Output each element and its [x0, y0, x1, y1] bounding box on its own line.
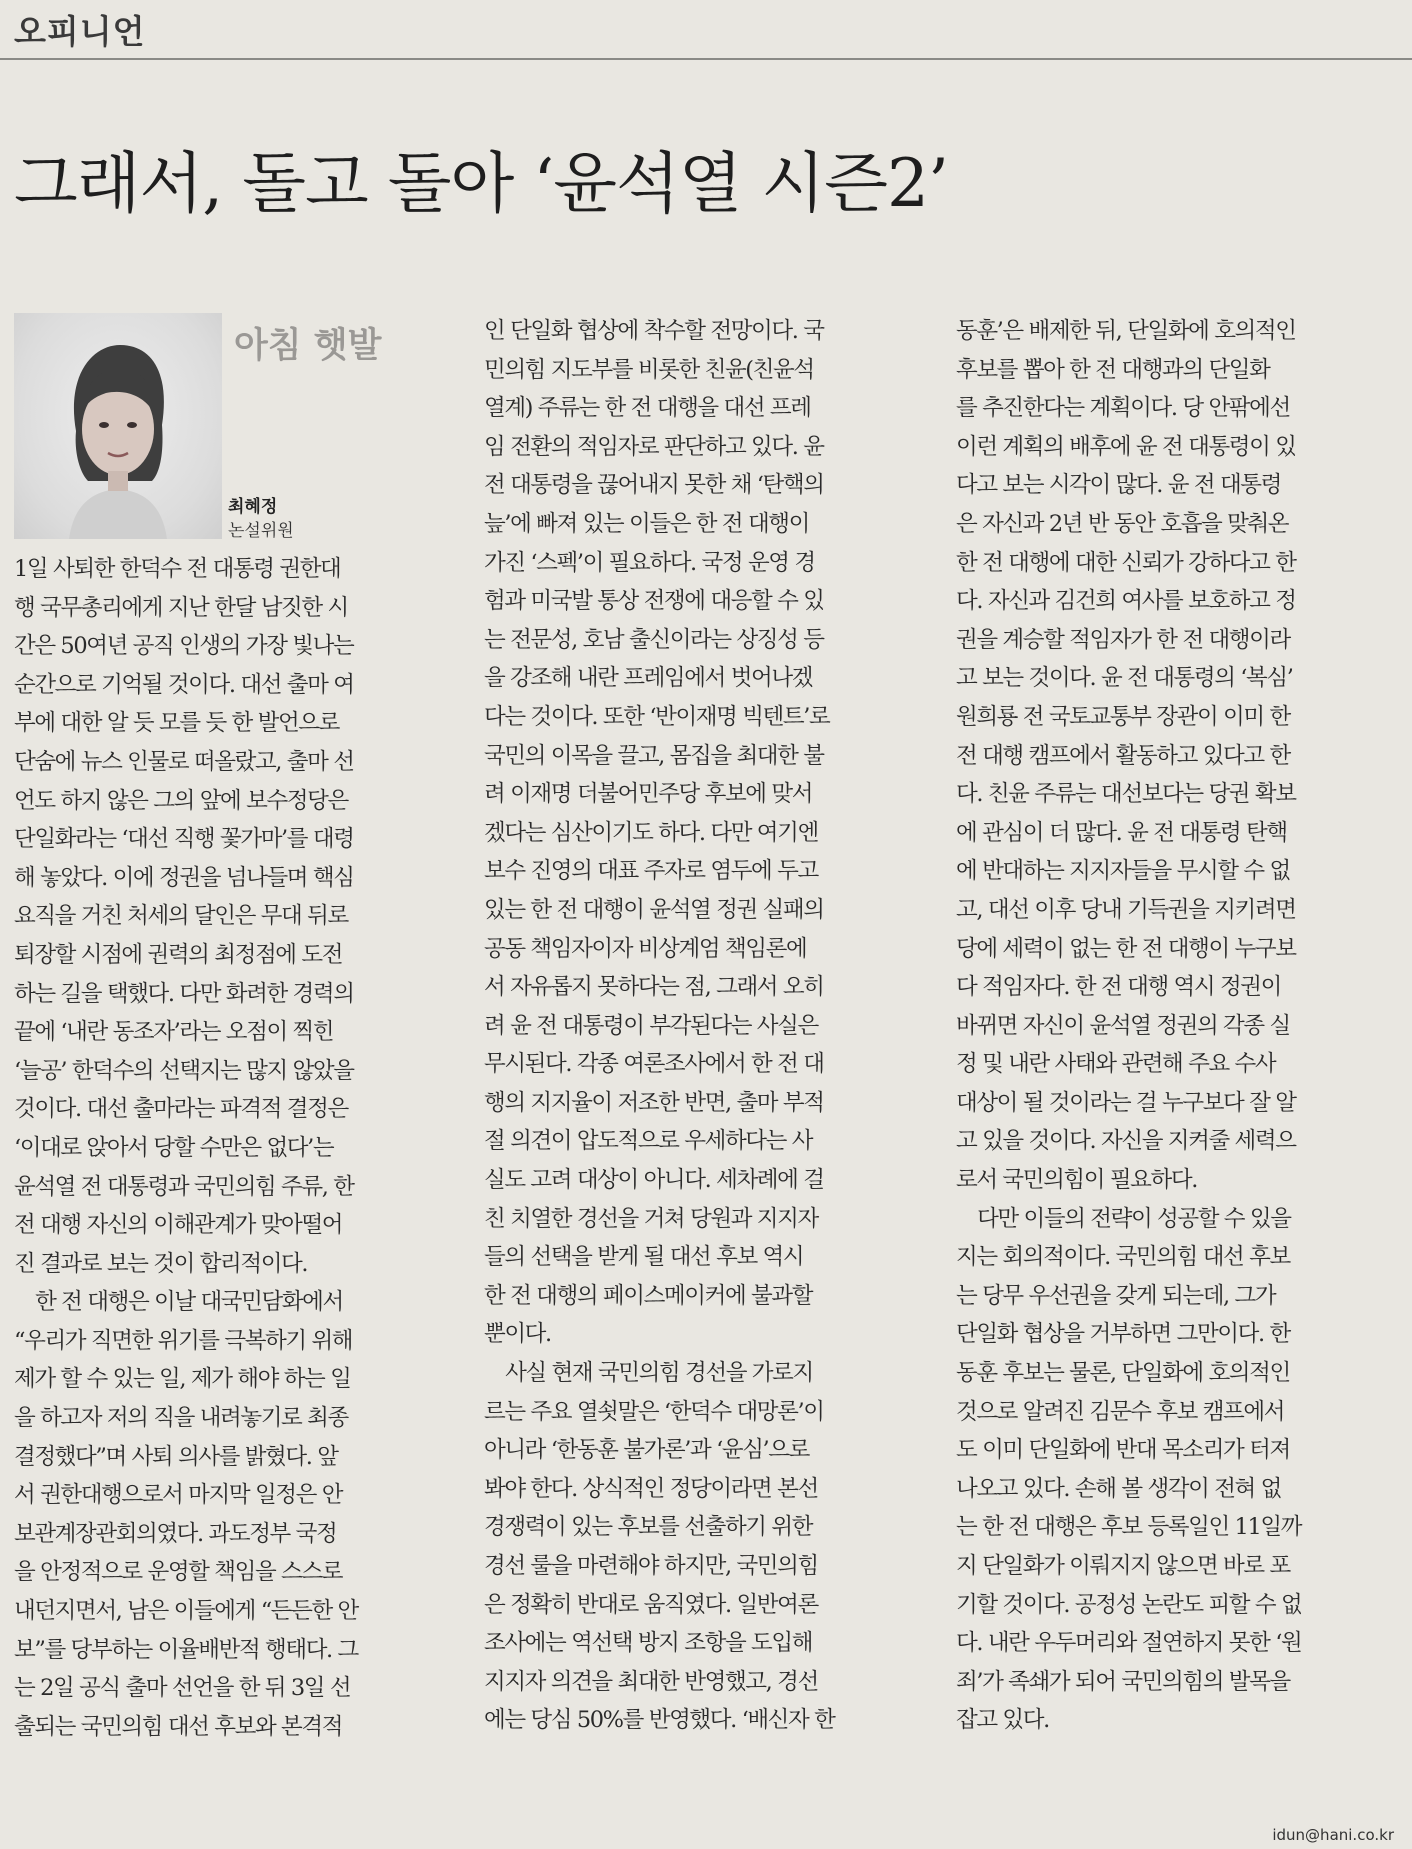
- author-photo: [14, 313, 222, 539]
- text-line: 한 전 대행은 이날 대국민담화에서: [14, 1289, 343, 1316]
- text-line: 민의힘 지도부를 비롯한 친윤(친윤석: [484, 356, 814, 383]
- text-line: 는 2일 공식 출마 선언을 한 뒤 3일 선: [14, 1675, 351, 1702]
- text-line: 험과 미국발 통상 전쟁에 대응할 수 있: [484, 588, 824, 615]
- text-line: 다. 내란 우두머리와 절연하지 못한 ‘원: [956, 1630, 1302, 1657]
- text-line: 하는 길을 택했다. 다만 화려한 경력의: [14, 980, 354, 1007]
- text-line: 은 자신과 2년 반 동안 호흡을 맞춰온: [956, 510, 1289, 537]
- text-line: 퇴장할 시점에 권력의 최정점에 도전: [14, 941, 343, 968]
- text-line: 아니라 ‘한동훈 불가론’과 ‘윤심’으로: [484, 1437, 809, 1464]
- text-line: 전 대행 캠프에서 활동하고 있다고 한: [956, 742, 1290, 769]
- text-line: 행의 지지율이 저조한 반면, 출마 부적: [484, 1089, 824, 1116]
- author-title: 논설위원: [228, 521, 294, 541]
- text-line: 부에 대한 알 듯 모를 듯 한 발언으로: [14, 710, 339, 737]
- text-line: 해 놓았다. 이에 정권을 넘나들며 핵심: [14, 864, 354, 891]
- text-line: 간은 50여년 공직 인생의 가장 빛나는: [14, 633, 354, 660]
- text-line: 로서 국민의힘이 필요하다.: [956, 1167, 1197, 1194]
- text-line: 기할 것이다. 공정성 논란도 피할 수 없: [956, 1591, 1302, 1618]
- text-line: 지는 회의적이다. 국민의힘 대선 후보: [956, 1244, 1290, 1271]
- text-line: 려 이재명 더불어민주당 후보에 맞서: [484, 781, 813, 808]
- text-line: 조사에는 역선택 방지 조항을 도입해: [484, 1630, 813, 1657]
- text-line: 순간으로 기억될 것이다. 대선 출마 여: [14, 671, 354, 698]
- text-line: 겠다는 심산이기도 하다. 다만 여기엔: [484, 819, 818, 846]
- text-line: 을 안정적으로 운영할 책임을 스스로: [14, 1559, 343, 1586]
- text-line: 전 대행 자신의 이해관계가 맞아떨어: [14, 1212, 343, 1239]
- text-line: 다고 보는 시각이 많다. 윤 전 대통령: [956, 472, 1281, 499]
- text-line: 열계) 주류는 한 전 대행을 대선 프레: [484, 395, 811, 422]
- text-line: 는 전문성, 호남 출신이라는 상징성 등: [484, 626, 824, 653]
- text-line: 들의 선택을 받게 될 대선 후보 역시: [484, 1244, 804, 1271]
- text-line: 절 의견이 압도적으로 우세하다는 사: [484, 1128, 813, 1155]
- text-line: 후보를 뽑아 한 전 대행과의 단일화: [956, 356, 1270, 383]
- text-line: 동훈’은 배제한 뒤, 단일화에 호의적인: [956, 318, 1296, 344]
- text-line: 서 자유롭지 못하다는 점, 그래서 오히: [484, 974, 824, 1001]
- text-line: 경선 룰을 마련해야 하지만, 국민의힘: [484, 1553, 818, 1579]
- text-line: 한 전 대행에 대한 신뢰가 강하다고 한: [956, 549, 1296, 576]
- text-line: 정 및 내란 사태와 관련해 주요 수사: [956, 1051, 1276, 1078]
- text-line: 언도 하지 않은 그의 앞에 보수정당은: [14, 787, 348, 814]
- text-line: 윤석열 전 대통령과 국민의힘 주류, 한: [14, 1173, 354, 1200]
- headline: 그래서, 돌고 돌아 ‘윤석열 시즌2’: [14, 145, 948, 222]
- text-line: 끝에 ‘내란 동조자’라는 오점이 찍힌: [14, 1019, 334, 1046]
- text-line: 뿐이다.: [484, 1321, 551, 1348]
- text-line: 잡고 있다.: [956, 1707, 1049, 1734]
- text-line: ‘늘공’ 한덕수의 선택지는 많지 않았을: [14, 1057, 354, 1084]
- text-line: 다만 이들의 전략이 성공할 수 있을: [956, 1205, 1291, 1232]
- text-line: ‘이대로 앉아서 당할 수만은 없다’는: [14, 1134, 334, 1161]
- text-line: 임 전환의 적임자로 판단하고 있다. 윤: [484, 433, 824, 460]
- text-line: 것이다. 대선 출마라는 파격적 결정은: [14, 1096, 348, 1123]
- text-line: 고 있을 것이다. 자신을 지켜줄 세력으: [956, 1128, 1296, 1155]
- text-line: 지 단일화가 이뤄지지 않으면 바로 포: [956, 1553, 1290, 1579]
- text-line: 늪’에 빠져 있는 이들은 한 전 대행이: [484, 510, 809, 537]
- text-line: 려 윤 전 대통령이 부각된다는 사실은: [484, 1012, 818, 1039]
- text-line: 1일 사퇴한 한덕수 전 대통령 권한대: [14, 556, 341, 582]
- text-line: 다는 것이다. 또한 ‘반이재명 빅텐트’로: [484, 703, 830, 730]
- text-line: 에는 당심 50%를 반영했다. ‘배신자 한: [484, 1707, 835, 1734]
- text-line: 는 당무 우선권을 갖게 되는데, 그가: [956, 1282, 1276, 1309]
- text-line: 당에 세력이 없는 한 전 대행이 누구보: [956, 935, 1296, 962]
- text-line: 에 반대하는 지지자들을 무시할 수 없: [956, 858, 1290, 885]
- text-line: 대상이 될 것이라는 걸 누구보다 잘 알: [956, 1089, 1296, 1116]
- article-column-1: [14, 550, 454, 1746]
- text-line: 도 이미 단일화에 반대 목소리가 터져: [956, 1437, 1290, 1464]
- text-line: 요직을 거친 처세의 달인은 무대 뒤로: [14, 903, 348, 930]
- text-line: 단일화라는 ‘대선 직행 꽃가마’를 대령: [14, 826, 354, 853]
- author-name: 최혜정: [228, 497, 278, 517]
- text-line: 서 권한대행으로서 마지막 일정은 안: [14, 1482, 343, 1509]
- text-line: 에 관심이 더 많다. 윤 전 대통령 탄핵: [956, 819, 1287, 846]
- text-line: 행 국무총리에게 지난 한달 남짓한 시: [14, 594, 348, 621]
- text-line: 내던지면서, 남은 이들에게 “든든한 안: [14, 1598, 358, 1625]
- text-line: 바뀌면 자신이 윤석열 정권의 각종 실: [956, 1012, 1290, 1039]
- text-line: 다. 자신과 김건희 여사를 보호하고 정: [956, 588, 1296, 615]
- text-line: 가진 ‘스펙’이 필요하다. 국정 운영 경: [484, 549, 815, 576]
- text-line: 출되는 국민의힘 대선 후보와 본격적: [14, 1713, 343, 1740]
- text-line: 전 대통령을 끊어내지 못한 채 ‘탄핵의: [484, 472, 824, 499]
- text-line: 르는 주요 열쇳말은 ‘한덕수 대망론’이: [484, 1398, 824, 1425]
- text-line: 권을 계승할 적임자가 한 전 대행이라: [956, 626, 1290, 653]
- text-line: 을 하고자 저의 직을 내려놓기로 최종: [14, 1405, 348, 1432]
- text-line: 이런 계획의 배후에 윤 전 대통령이 있: [956, 433, 1296, 460]
- text-line: 다. 친윤 주류는 대선보다는 당권 확보: [956, 781, 1296, 808]
- text-line: 경쟁력이 있는 후보를 선출하기 위한: [484, 1514, 813, 1541]
- text-line: 진 결과로 보는 것이 합리적이다.: [14, 1250, 308, 1277]
- text-line: 친 치열한 경선을 거쳐 당원과 지지자: [484, 1205, 818, 1232]
- section-divider: [0, 58, 1412, 60]
- text-line: 것으로 알려진 김문수 후보 캠프에서: [956, 1398, 1285, 1425]
- section-label: 오피니언: [14, 12, 146, 51]
- text-line: 결정했다”며 사퇴 의사를 밝혔다. 앞: [14, 1443, 338, 1470]
- text-line: 을 강조해 내란 프레임에서 벗어나겠: [484, 665, 813, 692]
- text-line: 보수 진영의 대표 주자로 염두에 두고: [484, 858, 818, 885]
- text-line: 죄’가 족쇄가 되어 국민의힘의 발목을: [956, 1668, 1290, 1695]
- text-line: 은 정확히 반대로 움직였다. 일반여론: [484, 1591, 818, 1618]
- text-line: 단일화 협상을 거부하면 그만이다. 한: [956, 1321, 1290, 1348]
- article-column-2: [484, 312, 930, 1740]
- text-line: 사실 현재 국민의힘 경선을 가로지: [484, 1360, 813, 1387]
- text-line: 나오고 있다. 손해 볼 생각이 전혀 없: [956, 1475, 1281, 1502]
- text-line: 단숨에 뉴스 인물로 떠올랐고, 출마 선: [14, 748, 354, 775]
- text-line: 제가 할 수 있는 일, 제가 해야 하는 일: [14, 1366, 351, 1393]
- text-line: 지지자 의견을 최대한 반영했고, 경선: [484, 1668, 818, 1695]
- text-line: 다 적임자다. 한 전 대행 역시 정권이: [956, 974, 1281, 1001]
- text-line: 고 보는 것이다. 윤 전 대통령의 ‘복심’: [956, 665, 1293, 692]
- text-line: 봐야 한다. 상식적인 정당이라면 본선: [484, 1475, 818, 1502]
- text-line: 실도 고려 대상이 아니다. 세차례에 걸: [484, 1167, 824, 1194]
- text-line: 무시된다. 각종 여론조사에서 한 전 대: [484, 1051, 824, 1078]
- text-line: 는 한 전 대행은 후보 등록일인 11일까: [956, 1514, 1302, 1541]
- text-line: 보관계장관회의였다. 과도정부 국정: [14, 1520, 337, 1547]
- author-email: idun@hani.co.kr: [1272, 1826, 1394, 1844]
- text-line: 국민의 이목을 끌고, 몸집을 최대한 불: [484, 742, 824, 769]
- article-column-3: [956, 312, 1400, 1740]
- column-label: 아침 햇발: [234, 326, 382, 366]
- text-line: 보”를 당부하는 이율배반적 행태다. 그: [14, 1636, 358, 1663]
- text-line: 있는 한 전 대행이 윤석열 정권 실패의: [484, 896, 824, 923]
- text-line: 한 전 대행의 페이스메이커에 불과할: [484, 1282, 813, 1309]
- text-line: 동훈 후보는 물론, 단일화에 호의적인: [956, 1360, 1290, 1387]
- text-line: 공동 책임자이자 비상계엄 책임론에: [484, 935, 807, 962]
- text-line: 원희룡 전 국토교통부 장관이 이미 한: [956, 703, 1290, 730]
- text-line: 인 단일화 협상에 착수할 전망이다. 국: [484, 318, 824, 344]
- text-line: 고, 대선 이후 당내 기득권을 지키려면: [956, 896, 1296, 923]
- text-line: 를 추진한다는 계획이다. 당 안팎에선: [956, 395, 1290, 422]
- text-line: “우리가 직면한 위기를 극복하기 위해: [14, 1327, 353, 1354]
